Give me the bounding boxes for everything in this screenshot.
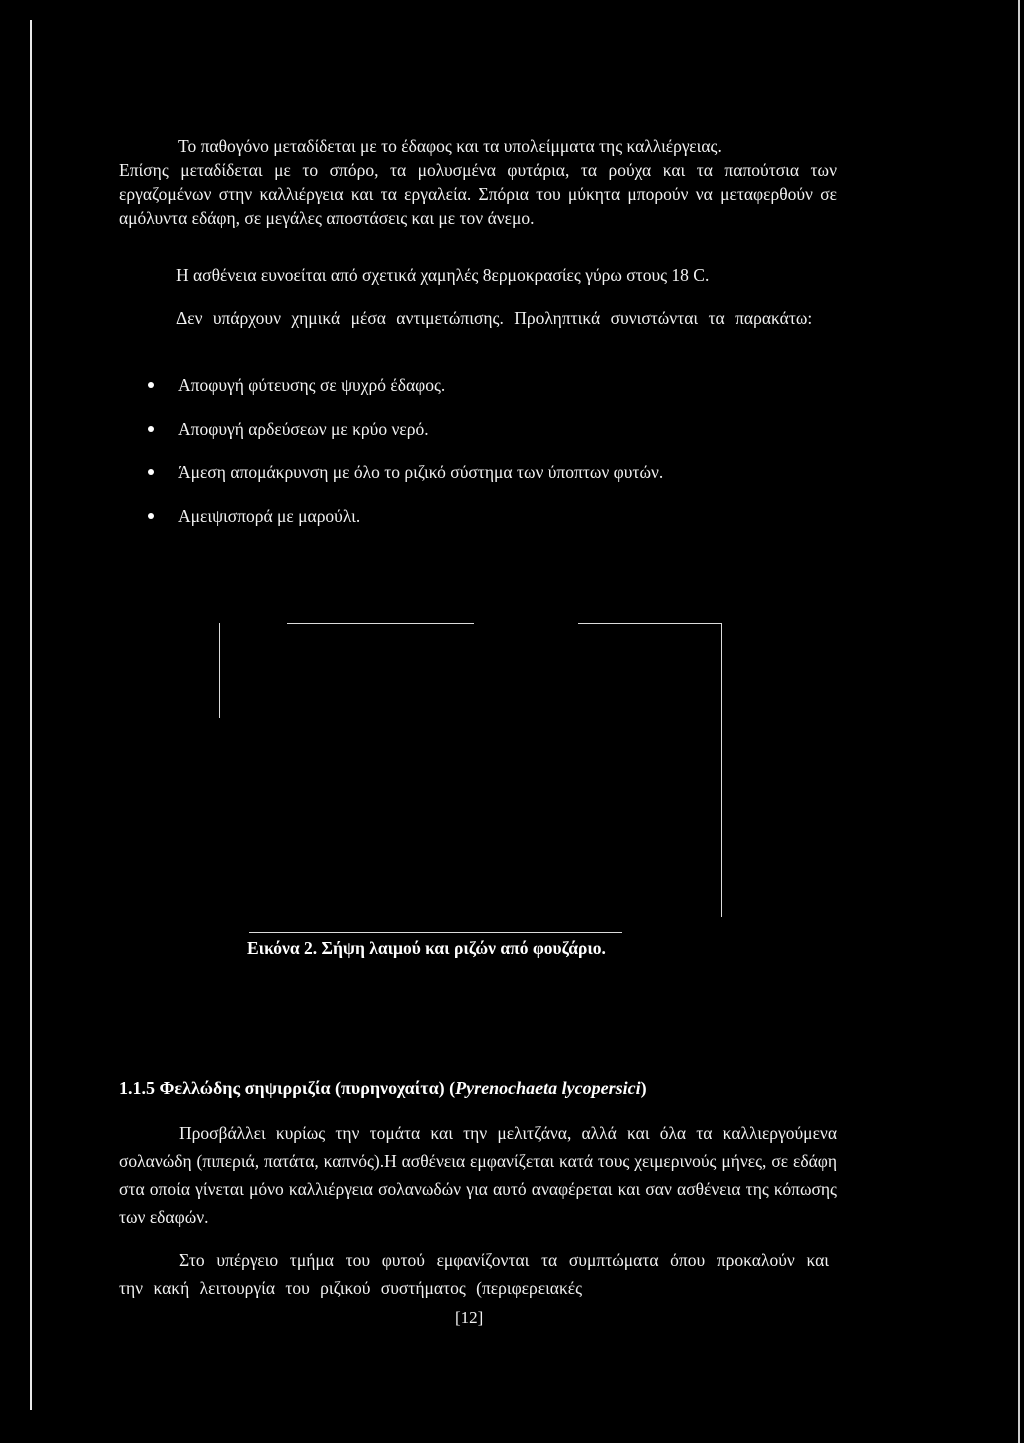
bullet-dot-icon xyxy=(148,382,154,388)
figure-top-border-right xyxy=(578,623,722,624)
right-scan-edge xyxy=(1018,0,1020,1443)
bullet-text: Αποφυγή αρδεύσεων με κρύο νερό. xyxy=(178,418,429,439)
paragraph-1-first-line: Το παθογόνο μεταδίδεται με το έδαφος και τα υπολείμματα της καλλιέργειας. xyxy=(178,136,722,156)
paragraph-2: Η ασθένεια ευνοείται από σχετικά χαμηλές 8ερμοκρασίες γύρω στους 18 C. xyxy=(176,265,710,285)
heading-suffix: ) xyxy=(640,1078,647,1098)
paragraph-5: Στο υπέργειο τμήμα του φυτού εμφανίζονται τα συμπτώματα όπου προκαλούν και την κακή λειτουργία του ριζικού συστήματος (περιφερειακές xyxy=(119,1250,829,1298)
bullet-dot-icon xyxy=(148,513,154,519)
bullet-item xyxy=(148,460,848,504)
bullet-text: Αποφυγή φύτευσης σε ψυχρό έδαφος. xyxy=(178,375,446,395)
bullet-item xyxy=(148,417,848,461)
bullet-item xyxy=(148,373,848,417)
prevention-bullet-list xyxy=(148,373,848,547)
page-number: [12] xyxy=(455,1308,484,1327)
bullet-dot-icon xyxy=(148,469,154,475)
figure-right-border xyxy=(721,623,722,917)
paragraph-3: Δεν υπάρχουν χημικά μέσα αντιμετώπισης. Προληπτικά συνιστώνται τα παρακάτω: xyxy=(176,308,813,328)
left-scan-edge xyxy=(30,20,32,1410)
bullet-dot-icon xyxy=(148,426,154,432)
section-heading xyxy=(119,1076,647,1100)
figure-bottom-rule xyxy=(249,932,622,933)
figure-left-border xyxy=(219,623,220,718)
paragraph-1-body: Επίσης μεταδίδεται με το σπόρο, τα μολυσμένα φυτάρια, τα ρούχα και τα παπούτσια των εργαζομένων στην καλλιέργεια και τα εργαλεία. Σπόρια του μύκητα μπορούν να μεταφερθούν σε αμόλυντα εδάφη, σε μεγάλες αποστάσεις και με τον άνεμο. xyxy=(119,160,837,228)
bullet-text: Άμεση απομάκρυνση με όλο το ριζικό σύστημα των ύποπτων φυτών. xyxy=(178,462,664,482)
bullet-item xyxy=(148,504,848,548)
heading-latin-name: Pyrenochaeta lycopersici xyxy=(455,1078,641,1098)
figure-top-border-left xyxy=(287,623,474,624)
paragraph-4: Προσβάλλει κυρίως την τομάτα και την μελιτζάνα, αλλά και όλα τα καλλιεργούμενα σολανώδη (πιπεριά, πατάτα, καπνός).Η ασθένεια εμφανίζεται κατά τους χειμερινούς μήνες, σε εδάφη στα οποία γίνεται μόνο καλλιέργεια σολανωδών για αυτό αναφέρεται και σαν ασθένεια της κόπωσης των εδαφών. xyxy=(119,1123,837,1227)
heading-prefix: 1.1.5 Φελλώδης σηψιρριζία (πυρηνοχαίτα) ( xyxy=(119,1078,456,1098)
bullet-text: Αμειψισπορά με μαρούλι. xyxy=(178,505,361,526)
figure-caption: Εικόνα 2. Σήψη λαιμού και ριζών από φουζάριο. xyxy=(247,938,606,958)
